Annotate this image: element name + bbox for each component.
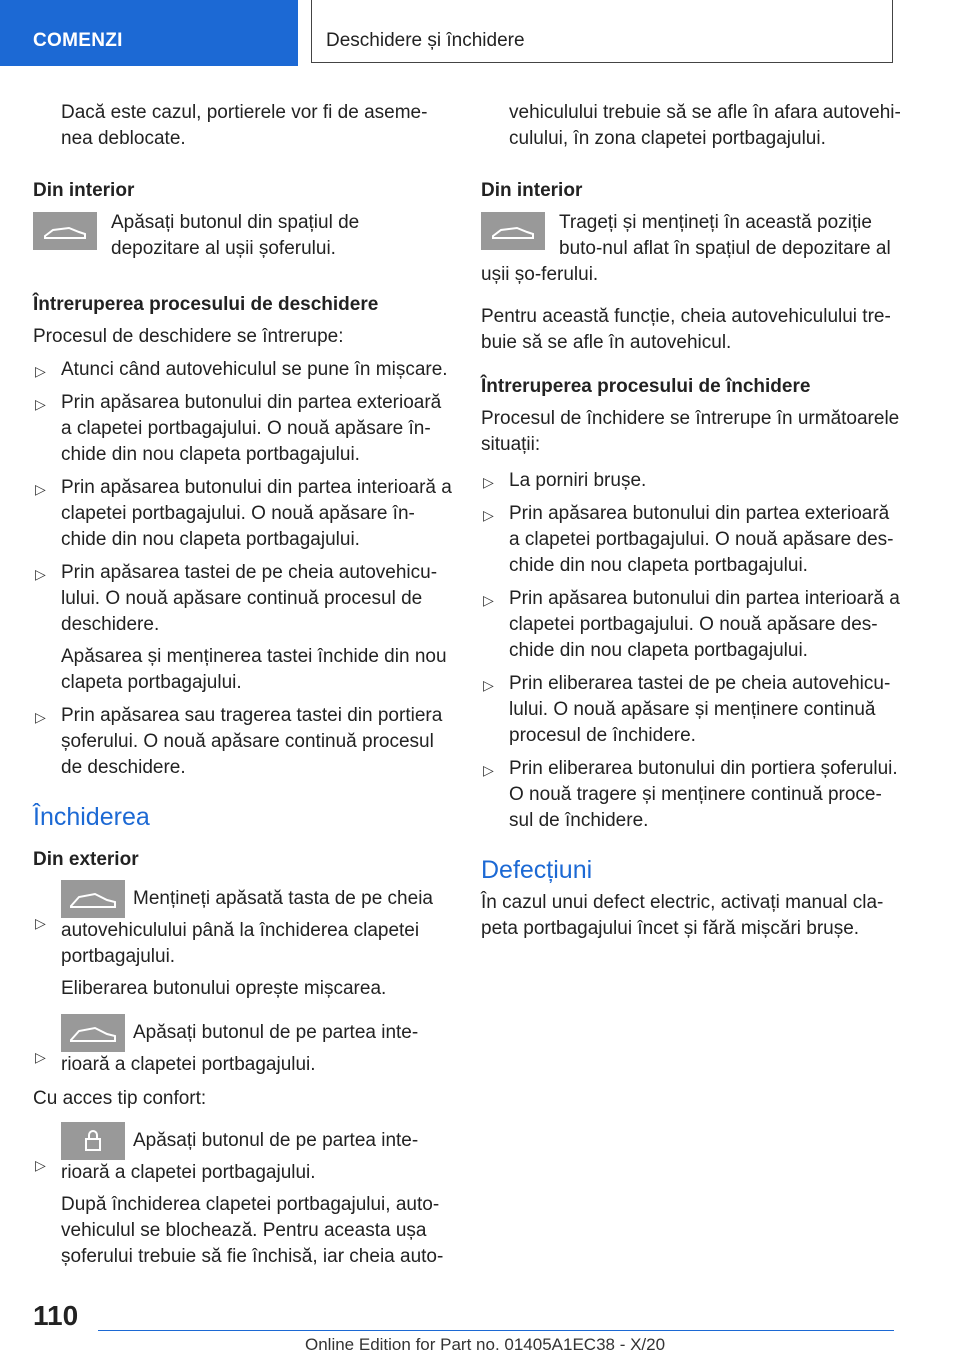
heading-intrerupere-inchidere: Întreruperea procesului de închidere bbox=[481, 376, 811, 397]
triangle-bullet-icon: ▷ bbox=[483, 677, 494, 693]
intro-text: Dacă este cazul, portierele vor fi de aseme-nea deblocate. bbox=[61, 102, 428, 149]
triangle-bullet-icon: ▷ bbox=[35, 481, 46, 497]
list-item: ▷ Prin apăsarea butonului din partea exterioară a clapetei portbagajului. O nouă apăsare des-chide din nou clapeta portbagajului. bbox=[483, 503, 894, 576]
din-interior-right-block bbox=[481, 210, 901, 288]
intrerupere-inchidere-intro: Procesul de închidere se întrerupe în următoarele situații: bbox=[481, 408, 900, 455]
triangle-bullet-icon: ▷ bbox=[35, 1157, 46, 1173]
list-item: ▷ Prin apăsarea tastei de pe cheia autovehicu-lului. O nouă apăsare continuă procesul de deschidere. Apăsarea și menținerea tastei închide din nou clapeta portbagajului. bbox=[33, 560, 453, 696]
page-header bbox=[0, 0, 960, 66]
triangle-bullet-icon: ▷ bbox=[483, 762, 494, 778]
heading-inchiderea: Închiderea bbox=[33, 803, 150, 831]
triangle-bullet-icon: ▷ bbox=[35, 1049, 46, 1065]
chapter-title: Deschidere și închidere bbox=[326, 30, 525, 51]
chapter-tab bbox=[311, 0, 893, 63]
edition-text: Online Edition for Part no. 01405A1EC38 - X/20 bbox=[305, 1335, 666, 1354]
triangle-bullet-icon: ▷ bbox=[35, 709, 46, 725]
triangle-bullet-icon: ▷ bbox=[483, 592, 494, 608]
right-column bbox=[481, 100, 901, 942]
triangle-bullet-icon: ▷ bbox=[35, 915, 46, 931]
left-column bbox=[33, 100, 453, 1270]
lock-icon bbox=[61, 1122, 125, 1160]
list-item-sub: După închiderea clapetei portbagajului, auto-vehiculul se blochează. Pentru aceasta ușa șoferului trebuie să fie închisă, iar cheia auto- bbox=[61, 1194, 444, 1267]
trunk-close-button-icon bbox=[61, 1014, 125, 1052]
heading-din-interior: Din interior bbox=[33, 180, 135, 201]
din-interior-block bbox=[33, 210, 453, 262]
section-tab bbox=[0, 0, 298, 66]
triangle-bullet-icon: ▷ bbox=[483, 474, 494, 490]
triangle-bullet-icon: ▷ bbox=[35, 363, 46, 379]
din-interior-text: Apăsați butonul din spațiul de depozitare al ușii șoferului. bbox=[111, 212, 360, 259]
heading-din-exterior: Din exterior bbox=[33, 849, 139, 870]
page-number: 110 bbox=[33, 1300, 79, 1331]
section-label: COMENZI bbox=[33, 30, 123, 51]
din-interior-right-text: Trageți și mențineți în această poziție buto-nul aflat în spațiul de depozitare al ușii șo-ferului. bbox=[481, 212, 891, 285]
list-item: ▷ Mențineți apăsată tasta de pe cheia autovehiculului până la închiderea clapetei portbagajului. Eliberarea butonului oprește mișcarea. bbox=[33, 880, 453, 1002]
list-item: ▷ Prin eliberarea tastei de pe cheia autovehicu-lului. O nouă apăsare și menținere continuă procesul de închidere. bbox=[483, 673, 891, 746]
list-item: ▷ Prin eliberarea butonului din portiera șoferului. O nouă tragere și menținere continuă proce-sul de închidere. bbox=[483, 758, 898, 831]
intrerupere-intro: Procesul de deschidere se întrerupe: bbox=[33, 326, 344, 347]
list-item: ▷ La porniri brușe. bbox=[481, 468, 901, 494]
car-key-button-icon bbox=[61, 880, 125, 918]
list-item: ▷ Prin apăsarea sau tragerea tastei din portiera șoferului. O nouă apăsare continuă procesul de deschidere. bbox=[35, 705, 443, 778]
list-item-sub: Eliberarea butonului oprește mișcarea. bbox=[61, 978, 387, 999]
list-item: ▷ Prin apăsarea butonului din partea exterioară a clapetei portbagajului. O nouă apăsare în-chide din nou clapeta portbagajului. bbox=[35, 392, 442, 465]
triangle-bullet-icon: ▷ bbox=[483, 507, 494, 523]
triangle-bullet-icon: ▷ bbox=[35, 396, 46, 412]
list-item: ▷ Prin apăsarea butonului din partea interioară a clapetei portbagajului. O nouă apăsare în-chide din nou clapeta portbagajului. bbox=[35, 477, 452, 550]
list-item: ▷ Apăsați butonul de pe partea inte-rioară a clapetei portbagajului. După închiderea clapetei portbagajului, auto-vehiculul se blochează. Pentru aceasta ușa șoferului trebuie să fie închisă, iar cheia auto- bbox=[33, 1122, 453, 1270]
trunk-button-icon bbox=[481, 212, 545, 250]
list-item: ▷ Prin apăsarea butonului din partea interioară a clapetei portbagajului. O nouă apăsare des-chide din nou clapeta portbagajului. bbox=[483, 588, 900, 661]
list-item-sub: Apăsarea și menținerea tastei închide din nou clapeta portbagajului. bbox=[61, 646, 447, 693]
triangle-bullet-icon: ▷ bbox=[35, 566, 46, 582]
footer-divider bbox=[98, 1330, 894, 1331]
continuation-text: vehiculului trebuie să se afle în afara autovehi-culului, în zona clapetei portbagajului. bbox=[509, 102, 901, 149]
heading-din-interior-right: Din interior bbox=[481, 180, 583, 201]
list-item: ▷ Apăsați butonul de pe partea inte-rioară a clapetei portbagajului. bbox=[33, 1014, 453, 1078]
functie-text: Pentru această funcție, cheia autovehiculului tre-buie să se afle în autovehicul. bbox=[481, 306, 891, 353]
heading-intrerupere-deschidere: Întreruperea procesului de deschidere bbox=[33, 294, 379, 315]
confort-label: Cu acces tip confort: bbox=[33, 1088, 207, 1109]
heading-defectiuni: Defecțiuni bbox=[481, 856, 593, 884]
trunk-button-icon bbox=[33, 212, 97, 250]
defectiuni-text: În cazul unui defect electric, activați manual cla-peta portbagajului încet și fără mișcări brușe. bbox=[481, 892, 884, 939]
list-item: ▷ Atunci când autovehiculul se pune în mișcare. bbox=[33, 357, 453, 383]
